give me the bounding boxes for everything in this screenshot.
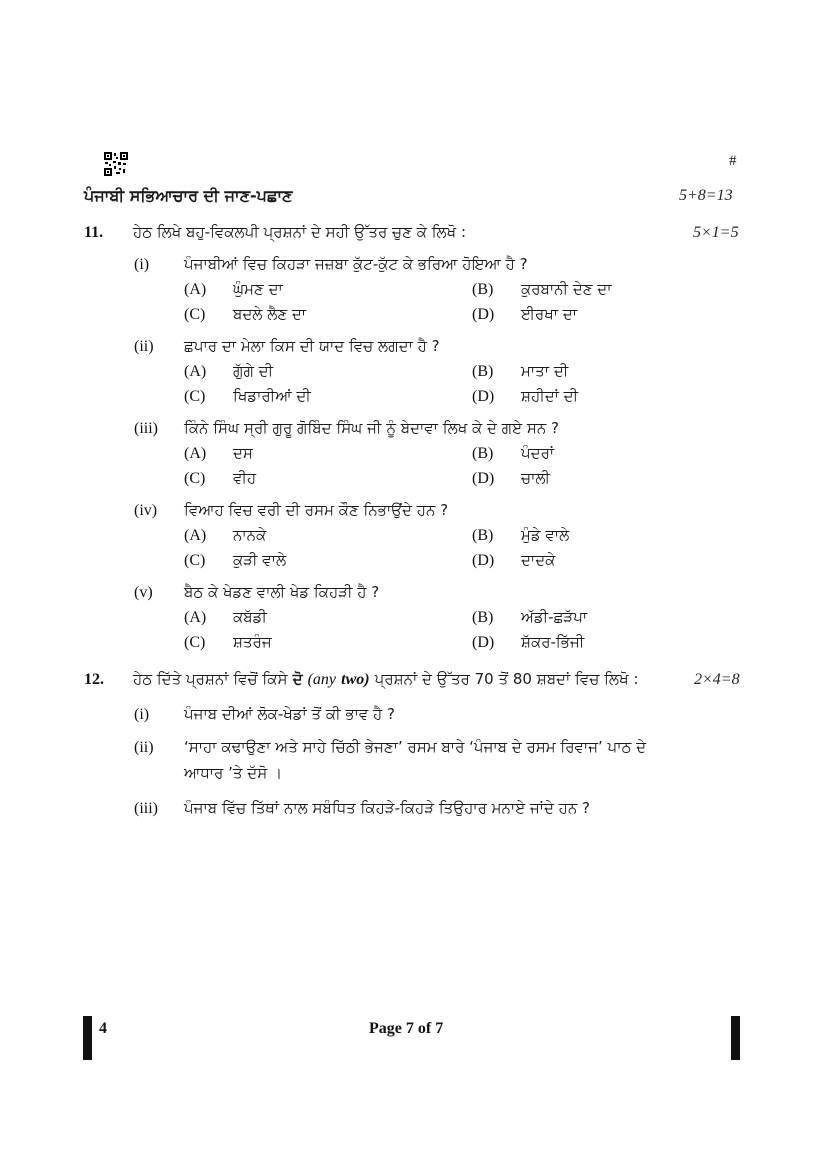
q11-item-label: (iii) (134, 420, 158, 437)
q11-option-text: ਮੁੰਡੇ ਵਾਲੇ (521, 526, 570, 544)
qr-code-icon (104, 152, 128, 176)
q11-option-text: ਸ਼ਹੀਦਾਂ ਦੀ (521, 387, 579, 405)
q11-option-text: ਚਾਲੀ (521, 469, 551, 487)
q11-option-key: (B) (472, 527, 494, 544)
q11-option-key: (B) (472, 445, 494, 462)
page-hash-mark: # (729, 153, 737, 169)
q11-option-key: (A) (184, 363, 207, 380)
q12-item-text: ਪੰਜਾਬ ਵਿੱਚ ਤਿੱਥਾਂ ਨਾਲ ਸਬੰਧਿਤ ਕਿਹੜੇ-ਕਿਹੜੇ ਤਿਉਹਾਰ ਮਨਾਏ ਜਾਂਦੇ ਹਨ ? (184, 799, 590, 817)
q11-option-key: (A) (184, 281, 207, 298)
q11-item-question: ਪੰਜਾਬੀਆਂ ਵਿਚ ਕਿਹੜਾ ਜਜ਼ਬਾ ਕੁੱਟ-ਕੁੱਟ ਕੇ ਭਰਿਆ ਹੋਇਆ ਹੈ ? (184, 255, 528, 273)
question-11-instruction: ਹੇਠ ਲਿਖੇ ਬਹੁ-ਵਿਕਲਪੀ ਪ੍ਰਸ਼ਨਾਂ ਦੇ ਸਹੀ ਉੱਤਰ ਚੁਣ ਕੇ ਲਿਖੋ : (133, 223, 466, 241)
footer-code: 4 (99, 1020, 107, 1037)
q11-item-question: ਕਿੰਨੇ ਸਿੰਘ ਸ੍ਰੀ ਗੁਰੂ ਗੋਬਿੰਦ ਸਿੰਘ ਜੀ ਨੂੰ ਬੇਦਾਵਾ ਲਿਖ ਕੇ ਦੇ ਗਏ ਸਨ ? (184, 419, 559, 437)
q11-item-label: (i) (134, 256, 150, 273)
q11-option-text: ਦਸ (233, 444, 253, 462)
q11-option-key: (C) (184, 388, 206, 405)
q11-option-text: ਗੁੱਗੇ ਦੀ (233, 362, 274, 380)
q11-option-text: ਦਾਦਕੇ (521, 551, 556, 569)
q12-item-label: (iii) (134, 800, 158, 817)
q11-option-text: ਬਦਲੇ ਲੈਣ ਦਾ (233, 305, 307, 323)
section-marks: 5+8=13 (679, 187, 733, 204)
q11-option-text: ਮਾਤਾ ਦੀ (521, 362, 569, 380)
q11-option-text: ਨਾਨਕੇ (233, 526, 267, 544)
q11-item-question: ਛਪਾਰ ਦਾ ਮੇਲਾ ਕਿਸ ਦੀ ਯਾਦ ਵਿਚ ਲਗਦਾ ਹੈ ? (184, 337, 440, 355)
page-number: Page 7 of 7 (369, 1020, 444, 1037)
q11-option-key: (B) (472, 609, 494, 626)
q11-option-key: (B) (472, 281, 494, 298)
q12-item-text: ‘ਸਾਹਾ ਕਢਾਉਣਾ ਅਤੇ ਸਾਹੇ ਚਿੱਠੀ ਭੇਜਣਾ’ ਰਸਮ ਬਾਰੇ ‘ਪੰਜਾਬ ਦੇ ਰਸਮ ਰਿਵਾਜ’ ਪਾਠ ਦੇ (184, 738, 647, 756)
q12-item-text: ਪੰਜਾਬ ਦੀਆਂ ਲੋਕ-ਖੇਡਾਂ ਤੋਂ ਕੀ ਭਾਵ ਹੈ ? (184, 705, 395, 723)
q12-instruction-two: two) (341, 671, 370, 688)
q11-option-key: (D) (472, 470, 495, 487)
q11-option-text: ਘੁੰਮਣ ਦਾ (233, 280, 283, 298)
q12-instruction-any: (any (307, 671, 337, 688)
q12-item-text-continued: ਆਧਾਰ ’ਤੇ ਦੱਸੋ । (184, 764, 283, 782)
question-12-marks: 2×4=8 (694, 671, 740, 688)
q11-option-text: ਸ਼ੱਕਰ-ਭਿੱਜੀ (521, 633, 585, 651)
q12-instruction-part-b: ਪ੍ਰਸ਼ਨਾਂ ਦੇ ਉੱਤਰ 70 ਤੋਂ 80 ਸ਼ਬਦਾਂ ਵਿਚ ਲਿਖੋ : (374, 670, 639, 688)
q11-option-text: ਪੰਦਰਾਂ (521, 444, 555, 462)
q11-item-question: ਬੈਠ ਕੇ ਖੇਡਣ ਵਾਲੀ ਖੇਡ ਕਿਹੜੀ ਹੈ ? (184, 583, 380, 601)
question-12-instruction (133, 669, 638, 689)
q11-option-text: ਸ਼ਤਰੰਜ (233, 633, 272, 651)
q12-item-label: (i) (134, 706, 150, 723)
q11-item-label: (v) (134, 584, 153, 601)
q11-item-question: ਵਿਆਹ ਵਿਚ ਵਰੀ ਦੀ ਰਸਮ ਕੌਣ ਨਿਭਾਉਂਦੇ ਹਨ ? (184, 501, 449, 519)
q11-option-key: (D) (472, 634, 495, 651)
q11-option-key: (A) (184, 609, 207, 626)
q11-option-key: (C) (184, 634, 206, 651)
q11-option-key: (C) (184, 552, 206, 569)
q11-option-text: ਕੁੜੀ ਵਾਲੇ (233, 551, 287, 569)
q11-item-label: (iv) (134, 502, 158, 519)
q12-item-label: (ii) (134, 739, 154, 756)
q11-item-label: (ii) (134, 338, 154, 355)
question-11-number: 11. (84, 224, 104, 241)
q11-option-key: (D) (472, 306, 495, 323)
q11-option-text: ਵੀਹ (233, 469, 257, 487)
question-12-number: 12. (84, 671, 104, 688)
q11-option-key: (B) (472, 363, 494, 380)
q11-option-key: (A) (184, 527, 207, 544)
q11-option-text: ਖਿਡਾਰੀਆਂ ਦੀ (233, 387, 311, 405)
q11-option-key: (C) (184, 306, 206, 323)
q11-option-key: (D) (472, 552, 495, 569)
q12-instruction-part-a: ਹੇਠ ਦਿੱਤੇ ਪ੍ਰਸ਼ਨਾਂ ਵਿਚੋਂ ਕਿਸੇ (133, 670, 288, 688)
question-11-marks: 5×1=5 (693, 224, 739, 241)
q11-option-text: ਅੱਡੀ-ਛੜੱਪਾ (521, 608, 588, 626)
q11-option-key: (D) (472, 388, 495, 405)
q11-option-text: ਕੁਰਬਾਨੀ ਦੇਣ ਦਾ (521, 280, 612, 298)
q11-option-key: (C) (184, 470, 206, 487)
q11-option-text: ਕਬੱਡੀ (233, 608, 267, 626)
q11-option-key: (A) (184, 445, 207, 462)
q12-instruction-do: ਦੋ (292, 670, 303, 688)
footer-left-bar (83, 1016, 92, 1060)
footer-right-bar (731, 1016, 740, 1060)
q11-option-text: ਈਰਖਾ ਦਾ (521, 305, 578, 323)
section-title: ਪੰਜਾਬੀ ਸਭਿਆਚਾਰ ਦੀ ਜਾਣ-ਪਛਾਣ (84, 186, 293, 205)
